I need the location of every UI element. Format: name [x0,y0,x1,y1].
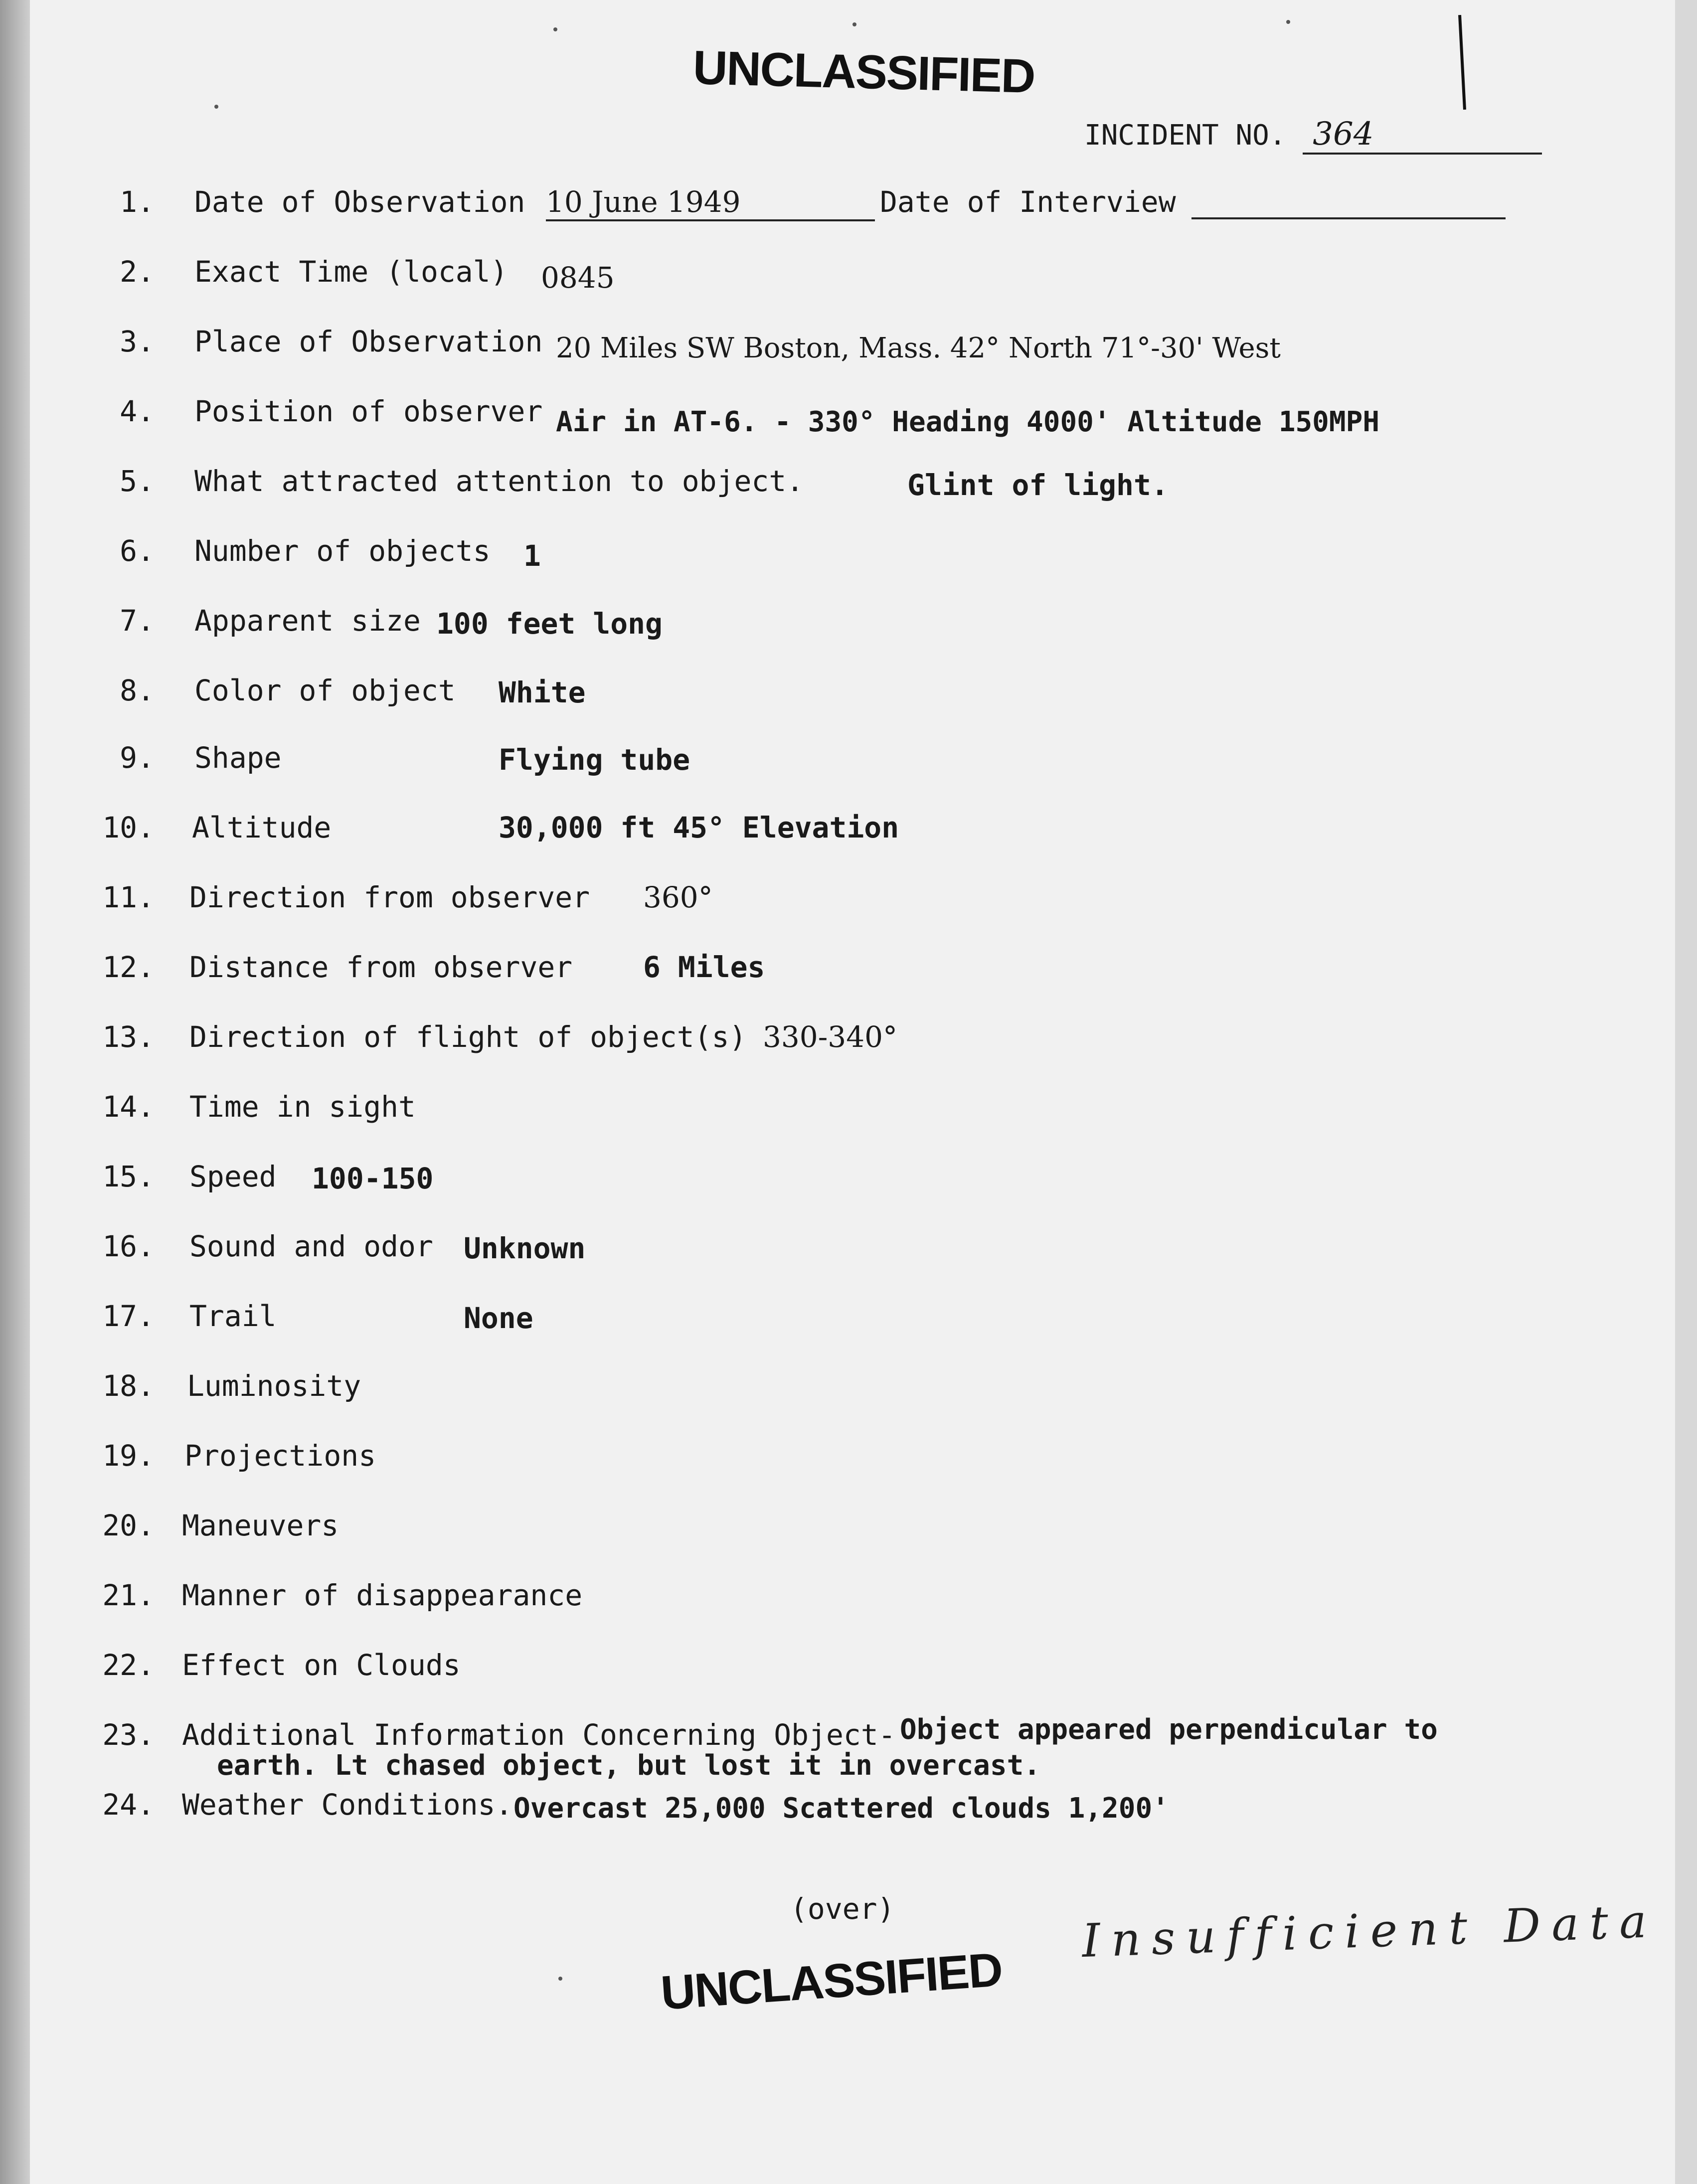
item-number: 15. [102,1160,155,1193]
item-number: 11. [102,880,155,914]
item-value: 20 Miles SW Boston, Mass. 42° North 71°-30' West [556,332,1281,364]
item-number: 8. [120,673,155,707]
item-number: 4. [120,394,155,428]
incident-number: 364 [1303,116,1542,155]
item-number: 18. [102,1369,155,1403]
document-page [30,0,1675,2184]
item-number: 19. [102,1439,155,1473]
item-number: 20. [102,1509,155,1542]
item-label: Additional Information Concerning Object- [182,1718,896,1752]
item-label: Weather Conditions. [182,1788,513,1822]
item-label: Luminosity [187,1369,361,1403]
item-label: Projections [184,1439,376,1473]
item-value: White [499,675,586,709]
item-label: Number of objects [194,534,491,568]
item-label: Speed [189,1160,277,1193]
item-label: Trail [189,1299,277,1333]
page-edge-shadow [0,0,30,2184]
item-value: 100-150 [312,1162,434,1195]
scan-speck [852,22,856,26]
item-value-continued: earth. Lt chased object, but lost it in overcast. [217,1749,1041,1782]
item-number: 10. [102,811,155,844]
item-value: Unknown [464,1231,586,1265]
item-number: 13. [102,1020,155,1054]
item-value: 100 feet long [436,607,663,641]
item-number: 2. [120,255,155,289]
item-label: Altitude [192,811,332,844]
item-label: Effect on Clouds [182,1648,461,1682]
item-number: 14. [102,1090,155,1124]
item-value: 330-340° [763,1020,898,1054]
classification-stamp-bottom: UNCLASSIFIED [659,1943,1004,2020]
item-label: Exact Time (local) [194,255,508,289]
item-number: 16. [102,1229,155,1263]
item-number: 9. [120,741,155,775]
item-number: 22. [102,1648,155,1682]
item-label: Date of Observation [194,185,525,219]
item-label: Color of object [194,673,456,707]
incident-label: INCIDENT NO. [1084,119,1286,152]
item-value: Glint of light. [907,468,1169,502]
item-label: Manner of disappearance [182,1578,583,1612]
margin-pen-mark [1458,15,1466,110]
item-value: 1 [523,539,541,573]
item-value: 0845 [541,261,615,295]
item-value: Flying tube [499,743,690,777]
item-number: 24. [102,1788,155,1822]
item-label: Direction from observer [189,880,590,914]
item-label: Apparent size [194,604,421,638]
over-note: (over) [790,1892,895,1926]
item-value: None [464,1301,533,1335]
item-label: Distance from observer [189,950,573,984]
item-value: 6 Miles [643,950,765,984]
scan-speck [558,1977,562,1981]
item-value-secondary [1191,184,1506,219]
item-number: 5. [120,464,155,498]
handwritten-note: Insufficient Data [1081,1894,1659,1968]
item-label: Shape [194,741,282,775]
item-number: 3. [120,325,155,358]
item-label: Sound and odor [189,1229,433,1263]
item-value: Overcast 25,000 Scattered clouds 1,200' [513,1792,1169,1825]
item-number: 1. [120,185,155,219]
item-value: Air in AT-6. - 330° Heading 4000' Altitude 150MPH [556,406,1380,438]
scan-speck [1286,20,1290,24]
item-value: 360° [643,880,713,914]
item-value: 10 June 1949 [546,184,875,221]
item-number: 21. [102,1578,155,1612]
item-value: Object appeared perpendicular to [900,1713,1438,1746]
item-number: 6. [120,534,155,568]
item-number: 7. [120,604,155,638]
item-label: What attracted attention to object. [194,464,804,498]
item-label-secondary: Date of Interview [880,185,1176,219]
scan-speck [553,27,557,31]
incident-number-line [1084,116,1542,155]
item-label: Place of Observation [194,325,543,358]
item-label: Direction of flight of object(s) [189,1020,747,1054]
item-label: Maneuvers [182,1509,339,1542]
item-value: 30,000 ft 45° Elevation [499,811,899,844]
item-label: Position of observer [194,394,543,428]
item-number: 12. [102,950,155,984]
scan-speck [214,105,218,109]
item-number: 17. [102,1299,155,1333]
item-number: 23. [102,1718,155,1752]
item-label: Time in sight [189,1090,416,1124]
classification-stamp-top: UNCLASSIFIED [692,41,1035,103]
